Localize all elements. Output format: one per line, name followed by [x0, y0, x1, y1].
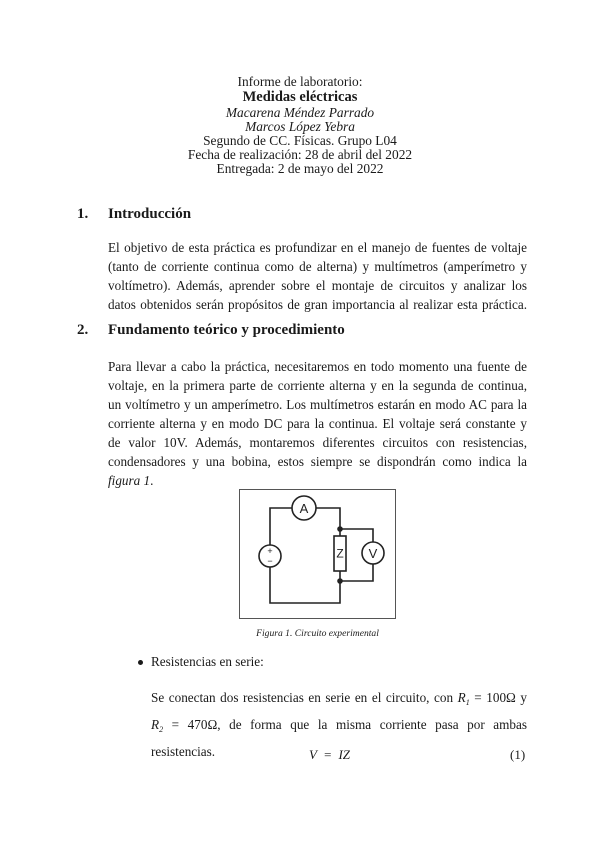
author-1: Macarena Méndez Parrado [225, 105, 375, 120]
figure-caption: Figura 1. Circuito experimental [256, 628, 379, 639]
paragraph-line: datos obtenidos serán propósitos de gran importancia al realizar esta práctica. [108, 297, 527, 312]
figure-reference-end: . [150, 473, 154, 488]
equation-formula: V = IZ [309, 747, 351, 762]
r1-symbol: $R_1$ [457, 690, 470, 707]
equation-number: (1) [510, 747, 526, 762]
date-delivered: Entregada: 2 de mayo del 2022 [216, 161, 384, 176]
paragraph-line: un voltímetro y un amperímetro. Los multímetros estarán en modo AC para la [108, 397, 527, 412]
paragraph-line [108, 471, 527, 490]
paragraph-line: (tanto de corriente continua como de alterna) y multímetros (amperímetro y [108, 259, 527, 274]
author-2: Marcos López Yebra [245, 119, 355, 134]
voltmeter-label: V [368, 546, 378, 561]
paragraph-line [151, 714, 527, 741]
section-1-paragraph [108, 238, 527, 314]
text-fragment: Se conectan dos resistencias en serie en el circuito, con [151, 690, 458, 705]
circuit-figure [239, 489, 396, 619]
wire-top-right [316, 508, 340, 529]
report-type: Informe de laboratorio: [237, 74, 363, 89]
source-plus-label: + [267, 546, 273, 556]
circuit-diagram [240, 490, 395, 618]
node-bottom [338, 579, 342, 583]
paragraph-line: El objetivo de esta práctica es profundizar en el manejo de fuentes de voltaje [108, 240, 527, 255]
section-1-number: 1. [77, 206, 89, 222]
r1-value: = 100Ω [469, 690, 516, 705]
node-top [338, 527, 342, 531]
text-fragment: , de forma que la misma corriente pasa por ambas [217, 717, 527, 732]
group-line: Segundo de CC. Físicas. Grupo L04 [203, 133, 397, 148]
source-minus-label: − [267, 556, 273, 566]
section-1-title: Introducción [108, 206, 192, 222]
figure-reference: figura 1 [108, 473, 151, 488]
r2-symbol: $R_2$ [151, 717, 164, 734]
wire-voltmeter-bottom [340, 564, 373, 581]
paragraph-line: Para llevar a cabo la práctica, necesitaremos en todo momento una fuente de [108, 359, 527, 374]
section-2-title: Fundamento teórico y procedimiento [108, 322, 345, 338]
section-2-number: 2. [77, 322, 89, 338]
bullet-dot [138, 660, 143, 665]
bullet-label: Resistencias en serie: [151, 654, 264, 669]
r2-value: = 470Ω [163, 717, 218, 732]
report-title: Medidas eléctricas [242, 89, 358, 105]
paragraph-line: condensadores y una bobina, estos siempre se dispondrán como indica la [108, 454, 527, 469]
paragraph-line [151, 687, 527, 714]
text-fragment: y [515, 690, 527, 705]
paragraph-line: resistencias. [151, 744, 216, 759]
ammeter-label: A [299, 501, 309, 516]
wire-top-left [270, 508, 292, 545]
impedance-label: Z [336, 546, 344, 561]
wire-bottom [270, 567, 340, 603]
section-2-paragraph [108, 357, 527, 490]
paragraph-line: voltaje, en la primera parte de corriente alterna y en la segunda de continua, [108, 378, 527, 393]
paragraph-line: de valor 10V. Además, montaremos diferentes circuitos con resistencias, [108, 435, 527, 450]
date-done: Fecha de realización: 28 de abril del 2022 [187, 147, 413, 162]
paragraph-line: corriente alterna y en modo DC para la continua. El voltaje será constante y [108, 416, 527, 431]
paragraph-line: voltímetro). Además, aprender sobre el montaje de circuitos y analizar los [108, 278, 527, 293]
